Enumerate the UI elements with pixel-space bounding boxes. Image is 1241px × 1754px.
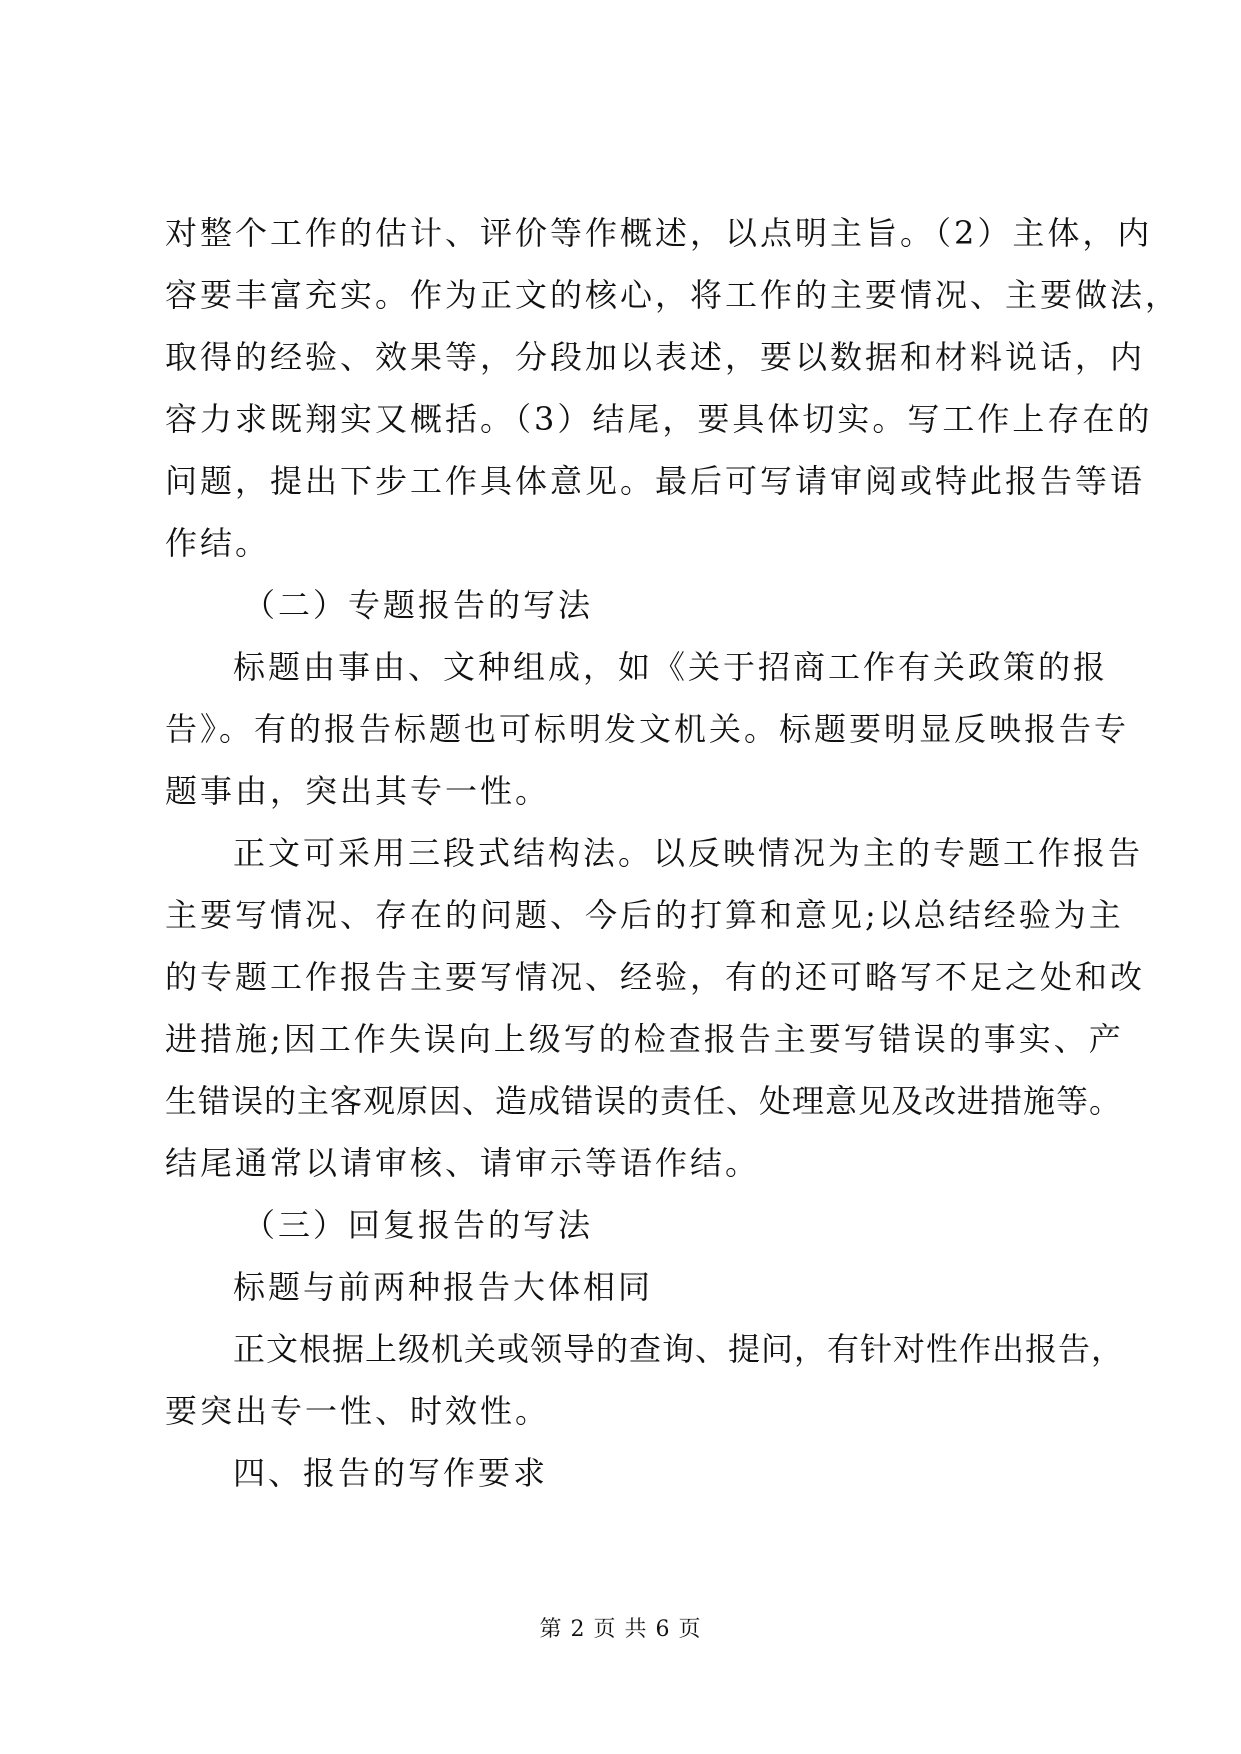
text-line: 结尾通常以请审核、请审示等语作结。 (165, 1144, 761, 1182)
section-heading: 四、报告的写作要求 (233, 1454, 549, 1492)
text-line: 容要丰富充实。作为正文的核心，将工作的主要情况、主要做法， (165, 276, 1181, 314)
text-line: 正文根据上级机关或领导的查询、提问，有针对性作出报告， (233, 1330, 1125, 1368)
section-heading: （三）回复报告的写法 (243, 1206, 594, 1244)
text-line: 进措施;因工作失误向上级写的检查报告主要写错误的事实、产 (165, 1020, 1124, 1058)
text-line: 对整个工作的估计、评价等作概述，以点明主旨。（2）主体，内 (165, 214, 1153, 252)
text-line: 生错误的主客观原因、造成错误的责任、处理意见及改进措施等。 (165, 1082, 1123, 1120)
text-line: 正文可采用三段式结构法。以反映情况为主的专题工作报告 (233, 834, 1144, 872)
text-line: 告》。有的报告标题也可标明发文机关。标题要明显反映报告专 (165, 710, 1130, 748)
text-line: 作结。 (165, 524, 271, 562)
section-heading: （二）专题报告的写法 (243, 586, 594, 624)
text-line: 标题由事由、文种组成，如《关于招商工作有关政策的报 (233, 648, 1109, 686)
text-line: 主要写情况、存在的问题、今后的打算和意见;以总结经验为主 (165, 896, 1124, 934)
text-line: 问题，提出下步工作具体意见。最后可写请审阅或特此报告等语 (165, 462, 1146, 500)
text-line: 容力求既翔实又概括。（3）结尾，要具体切实。写工作上存在的 (165, 400, 1153, 438)
text-line: 要突出专一性、时效性。 (165, 1392, 551, 1430)
text-line: 题事由，突出其专一性。 (165, 772, 551, 810)
page-number-footer: 第 2 页 共 6 页 (539, 1617, 702, 1642)
text-line: 标题与前两种报告大体相同 (233, 1268, 654, 1306)
text-line: 取得的经验、效果等，分段加以表述，要以数据和材料说话，内 (165, 338, 1146, 376)
text-line: 的专题工作报告主要写情况、经验，有的还可略写不足之处和改 (165, 958, 1146, 996)
